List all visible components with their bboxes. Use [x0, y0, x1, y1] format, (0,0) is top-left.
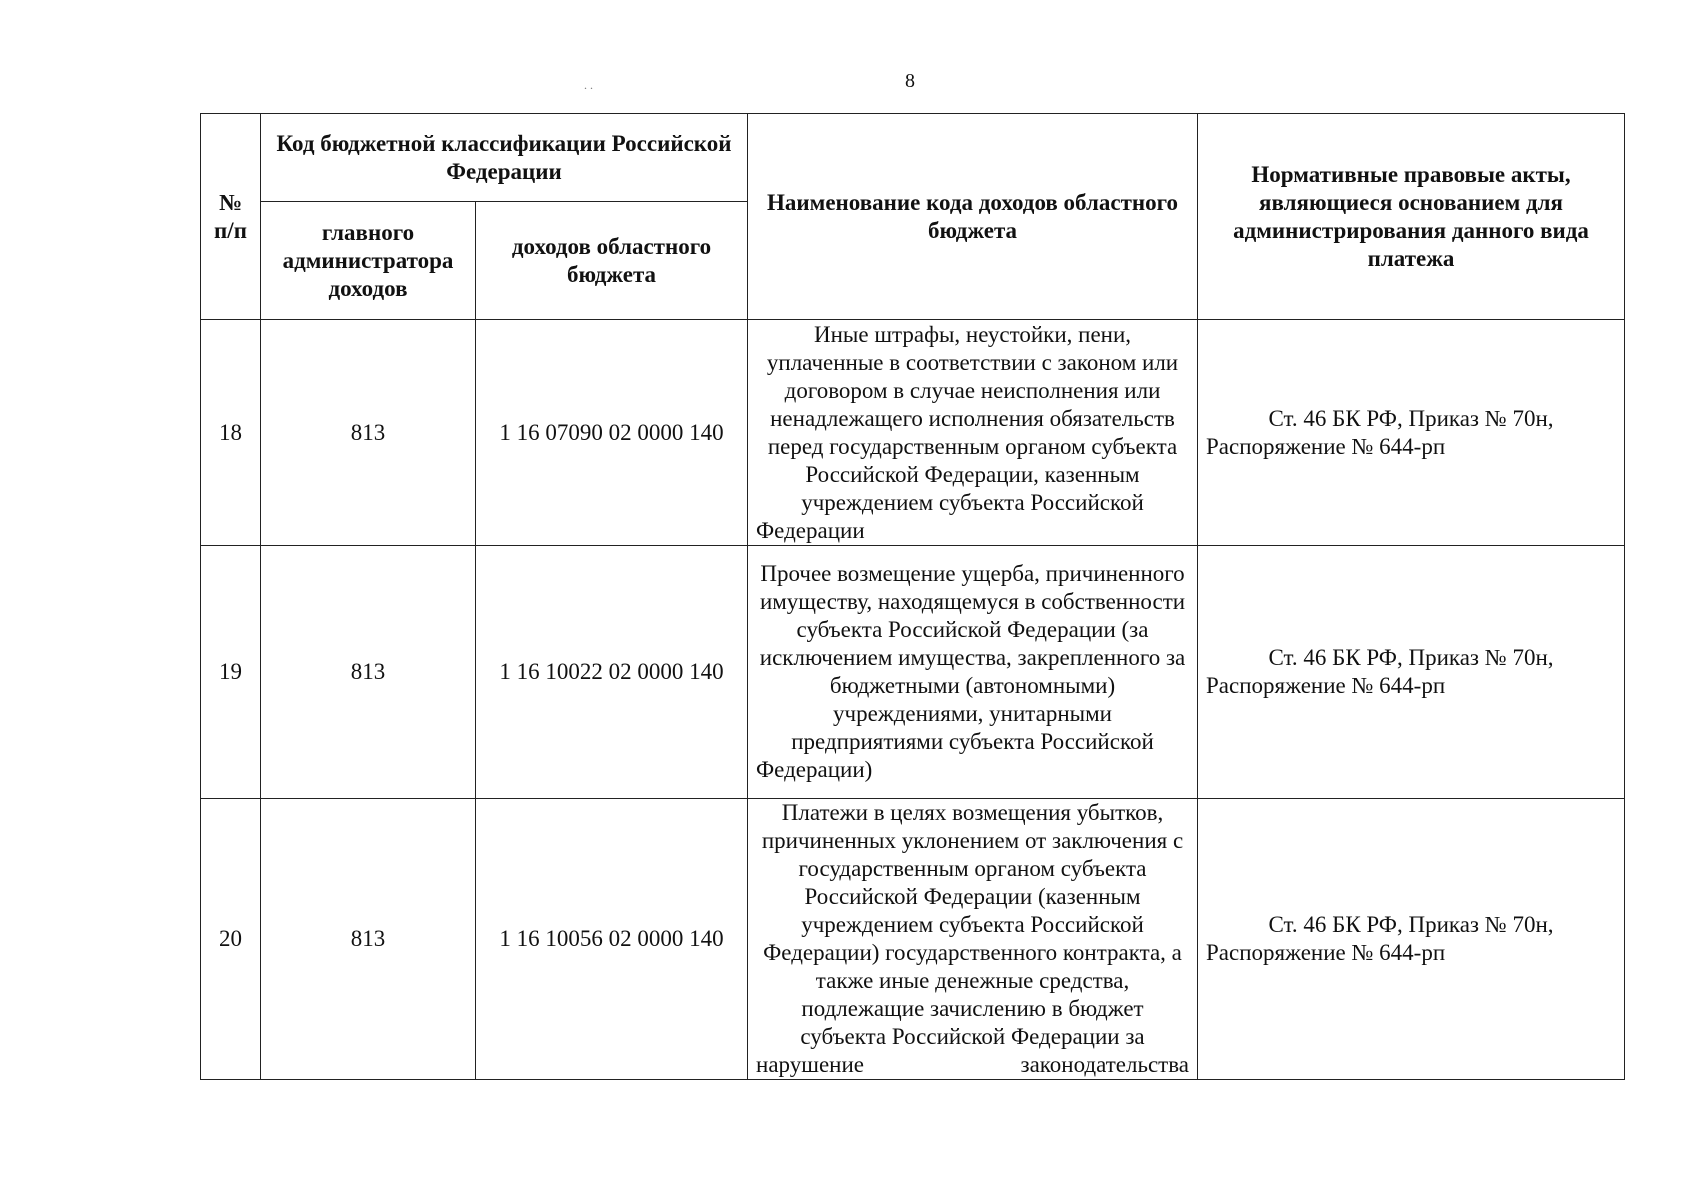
header-acts: Нормативные правовые акты, являющиеся основанием для администрирования данного вида платежа — [1198, 114, 1625, 320]
row-description: Платежи в целях возмещения убытков, причиненных уклонением от заключения с государственным органом субъекта Российской Федерации (казенным учреждением субъекта Российской Федерации) государственного контракта, а также иные денежные средства, подлежащие зачислению в бюджет субъекта Российской Федерации за нарушение законодательства — [748, 799, 1198, 1080]
row-admin-code: 813 — [261, 546, 476, 799]
table-row — [201, 320, 1625, 546]
row-num: 19 — [201, 546, 261, 799]
row-num: 18 — [201, 320, 261, 546]
table-row — [201, 799, 1625, 1080]
table-row — [201, 546, 1625, 799]
row-income-code: 1 16 10056 02 0000 140 — [476, 799, 748, 1080]
row-num: 20 — [201, 799, 261, 1080]
row-income-code: 1 16 10022 02 0000 140 — [476, 546, 748, 799]
row-admin-code: 813 — [261, 320, 476, 546]
page-number: 8 — [905, 70, 915, 92]
row-description: Иные штрафы, неустойки, пени, уплаченные в соответствии с законом или договором в случае неисполнения или ненадлежащего исполнения обязательств перед государственным органом субъекта Российской Федерации, казенным учреждением субъекта Российской Федерации — [748, 320, 1198, 546]
header-num: № п/п — [201, 114, 261, 320]
header-name: Наименование кода доходов областного бюджета — [748, 114, 1198, 320]
row-acts: Ст. 46 БК РФ, Приказ № 70н, Распоряжение № 644-рп — [1198, 799, 1625, 1080]
row-admin-code: 813 — [261, 799, 476, 1080]
scan-speck: . . — [584, 78, 593, 92]
row-acts: Ст. 46 БК РФ, Приказ № 70н, Распоряжение № 644-рп — [1198, 546, 1625, 799]
header-income: доходов областного бюджета — [476, 202, 748, 320]
header-admin: главного администратора доходов — [261, 202, 476, 320]
row-acts: Ст. 46 БК РФ, Приказ № 70н, Распоряжение № 644-рп — [1198, 320, 1625, 546]
budget-classification-table — [200, 113, 1625, 1080]
row-description: Прочее возмещение ущерба, причиненного имуществу, находящемуся в собственности субъекта Российской Федерации (за исключением имущества, закрепленного за бюджетными (автономными) учреждениями, унитарными предприятиями субъекта Российской Федерации) — [748, 546, 1198, 799]
header-code-group: Код бюджетной классификации Российской Федерации — [261, 114, 748, 202]
row-income-code: 1 16 07090 02 0000 140 — [476, 320, 748, 546]
